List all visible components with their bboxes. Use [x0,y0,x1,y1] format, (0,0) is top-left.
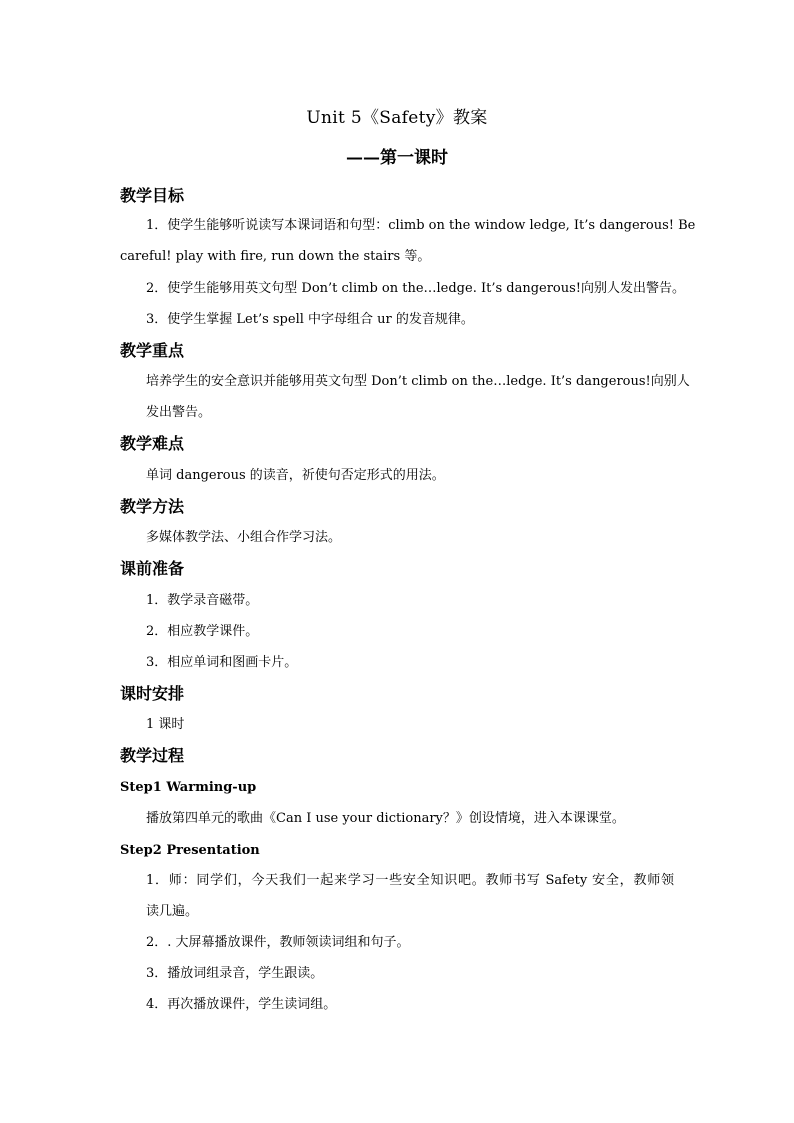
preparation-item-1: 1．教学录音磁带。 [146,593,259,608]
preparation-item-2: 2．相应教学课件。 [146,624,259,639]
section-heading-difficulties: 教学难点 [120,434,185,453]
objective-item-2: 2．使学生能够用英文句型 Don’t climb on the…ledge. It’s dangerous!向别人发出警告。 [146,281,686,296]
objective-item-3: 3．使学生掌握 Let’s spell 中字母组合 ur 的发音规律。 [146,312,474,327]
section-heading-objectives: 教学目标 [120,186,185,205]
preparation-item-3: 3．相应单词和图画卡片。 [146,655,298,670]
step2-item-1-line-1: 1．师：同学们，今天我们一起来学习一些安全知识吧。教师书写 Safety 安全，教师领 [146,873,674,888]
section-heading-preparation: 课前准备 [120,559,185,578]
step1-title: Step1 Warming-up [120,780,257,795]
section-heading-process: 教学过程 [120,746,185,765]
document-title: Unit 5《Safety》教案 [306,108,488,128]
step2-title: Step2 Presentation [120,843,260,858]
key-points-line-2: 发出警告。 [146,405,212,420]
objective-item-1-line-2: careful! play with fire, run down the stairs 等。 [120,249,431,264]
step2-item-1-line-2: 读几遍。 [146,904,199,919]
schedule-text: 1 课时 [146,717,185,732]
difficulties-text: 单词 dangerous 的读音，祈使句否定形式的用法。 [146,468,445,483]
step2-item-2: 2．. 大屏幕播放课件，教师领读词组和句子。 [146,935,410,950]
key-points-line-1: 培养学生的安全意识并能够用英文句型 Don’t climb on the…ledge. It’s dangerous!向别人 [146,374,690,389]
section-heading-key-points: 教学重点 [120,341,185,360]
step1-text: 播放第四单元的歌曲《Can I use your dictionary？》创设情境，进入本课课堂。 [146,811,625,826]
section-heading-schedule: 课时安排 [120,684,185,703]
step2-item-4: 4．再次播放课件，学生读词组。 [146,997,337,1012]
objective-item-1-line-1: 1．使学生能够听说读写本课词语和句型：climb on the window ledge, It’s dangerous! Be [146,218,696,233]
section-heading-methods: 教学方法 [120,497,185,516]
step2-item-3: 3．播放词组录音，学生跟读。 [146,966,324,981]
document-subtitle: ——第一课时 [346,148,448,168]
methods-text: 多媒体教学法、小组合作学习法。 [146,530,342,545]
